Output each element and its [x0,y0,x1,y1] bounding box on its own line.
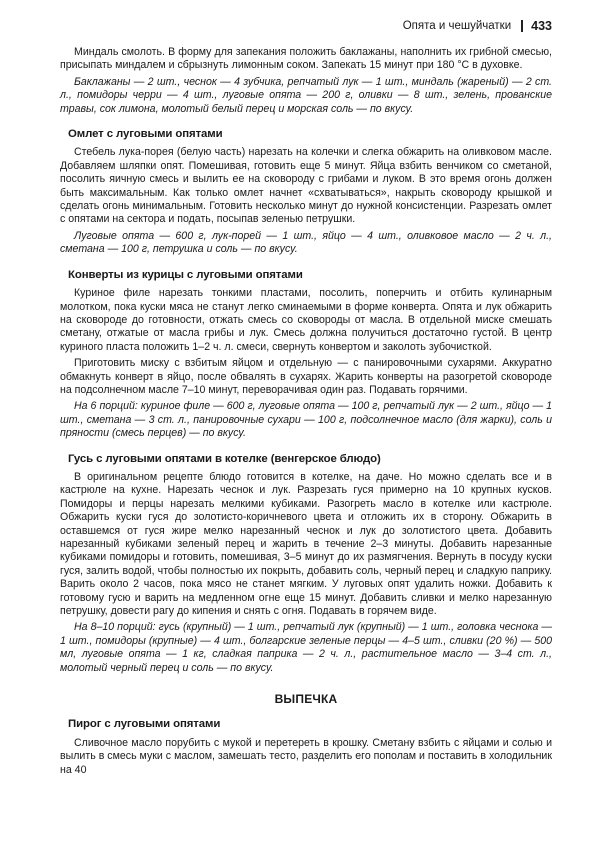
recipe-chicken-ingredients: На 6 порций: куриное филе — 600 г, луговые опята — 100 г, репчатый лук — 2 шт., яйцо — 1 шт., сметана — 3 ст. л., панировочные сухари — 100 г, подсолнечное масло (для жарки), соль и пряности (смесь перцев) — по вкусу. [60,400,552,440]
recipe-title-chicken: Конверты из курицы с луговыми опятами [68,268,303,281]
recipe-goose-text: В оригинальном рецепте блюдо готовится в котелке, на даче. Но можно сделать все и в кастрюле на кухне. Нарезать чеснок и лук. Разрезать гуся примерно на 10 крупных кусков. Помидоры и перцы нарезать мелкими кубиками. Разогреть масло в котелке или кастрюле. Обжарить куски гуся до золотисто-коричневого цвета и отложить их в сторону. Обжарить в оставшемся от гуся жире мелко нарезанный чеснок и лук до золотистого цвета. Добавить нарезанный кубиками зеленый перец и жарить в течение 2–3 минуты. Добавить нарезанные кубиками помидоры и готовить, помешивая, 3–5 минут до их размягчения. Вернуть в посуду куски гуся, залить водой, чтобы полностью их покрыть, добавить соль, черный перец и сладкую паприку. Варить около 2 часов, пока мясо не станет мягким. У луговых опят удалить ножки. Добавить к готовому гусю и варить на медленном огне еще 15 минут. Добавить сливки и мелко нарезанную петрушку, довести рагу до кипения и снять с огня. Подавать в горячем виде. [60,470,552,618]
running-header [60,18,552,34]
recipe-title-omelet: Омлет с луговыми опятами [68,128,223,141]
recipe-omelet-text: Стебель лука-порея (белую часть) нарезать на колечки и слегка обжарить на оливковом масле. Добавляем шляпки опят. Помешивая, готовить еще 5 минут. Яйца взбить венчиком со сметаной, посолить яичную смесь и вылить ее на сковороду с грибами и луком. В это время огонь должен быть максимальным. Как только омлет начнет «схватываться», накрыть сковороду крышкой и сделать огонь минимальным. Готовить несколько минут до нужной консистенции. Разрезать омлет с опятами на сектора и подать, посыпав зеленью петрушки. [60,146,552,226]
recipe-title-goose: Гусь с луговыми опятами в котелке (венгерское блюдо) [68,452,381,465]
chapter-title: Опята и чешуйчатки [402,20,512,32]
recipe-pie-text: Сливочное масло порубить с мукой и перетереть в крошку. Сметану взбить с яйцами и солью и вылить в смесь муки с маслом, замешать тесто, разделить его пополам и поставить в холодильник на 40 [60,736,552,776]
page-body [60,46,552,777]
intro-paragraph: Миндаль смолоть. В форму для запекания положить баклажаны, наполнить их грибной смесью, присыпать миндалем и сбрызнуть лимонным соком. Запекать 15 минут при 180 °С в духовке. [60,46,552,72]
recipe-chicken-text-1: Куриное филе нарезать тонкими пластами, посолить, поперчить и отбить кулинарным молотком, пока куски мяса не станут легко сминаемыми в форме конверта. Опята и лук обжарить на сковороде до готовности, отжать смесь со сковороды от масла. В отдельной миске смешать сметану, отжатые от масла грибы и лук. Смесь должна получиться достаточно густой. В центр куриного пласта положить 1–2 ч. л. смеси, свернуть конвертом и заколоть зубочисткой. [60,287,552,353]
page-number: 433 [531,19,552,33]
intro-ingredients: Баклажаны — 2 шт., чеснок — 4 зубчика, репчатый лук — 1 шт., миндаль (жареный) — 2 ст. л., помидоры черри — 4 шт., луговые опята — 200 г, оливки — 8 шт., зелень, прованские травы, сок лимона, молотый белый перец и морская соль — по вкусу. [60,75,552,115]
recipe-chicken-text-2: Приготовить миску с взбитым яйцом и отдельную — с панировочными сухарями. Аккуратно обмакнуть конверт в яйцо, после обвалять в сухарях. Жарить конверты на разогретой сковороде на подсолнечном масле 7–10 минут, переворачивая один раз. Подавать горячими. [60,357,552,396]
header-divider [521,20,523,32]
recipe-omelet-ingredients: Луговые опята — 600 г, лук-порей — 1 шт., яйцо — 4 шт., оливковое масло — 2 ч. л., сметана — 100 г, петрушка и соль — по вкусу. [60,229,552,256]
recipe-title-pie: Пирог с луговыми опятами [68,718,221,731]
recipe-goose-ingredients: На 8–10 порций: гусь (крупный) — 1 шт., репчатый лук (крупный) — 1 шт., головка чеснока — 1 шт., помидоры (крупные) — 4 шт., болгарские зеленые перцы — 4–5 шт., сливки (20 %) — 500 мл, луговые опята — 1 кг, сладкая паприка — 2 ч. л., растительное масло — 3–4 ст. л., молотый черный перец и соль — по вкусу. [60,621,552,674]
book-page [60,18,552,780]
section-title-baking: ВЫПЕЧКА [274,692,338,707]
